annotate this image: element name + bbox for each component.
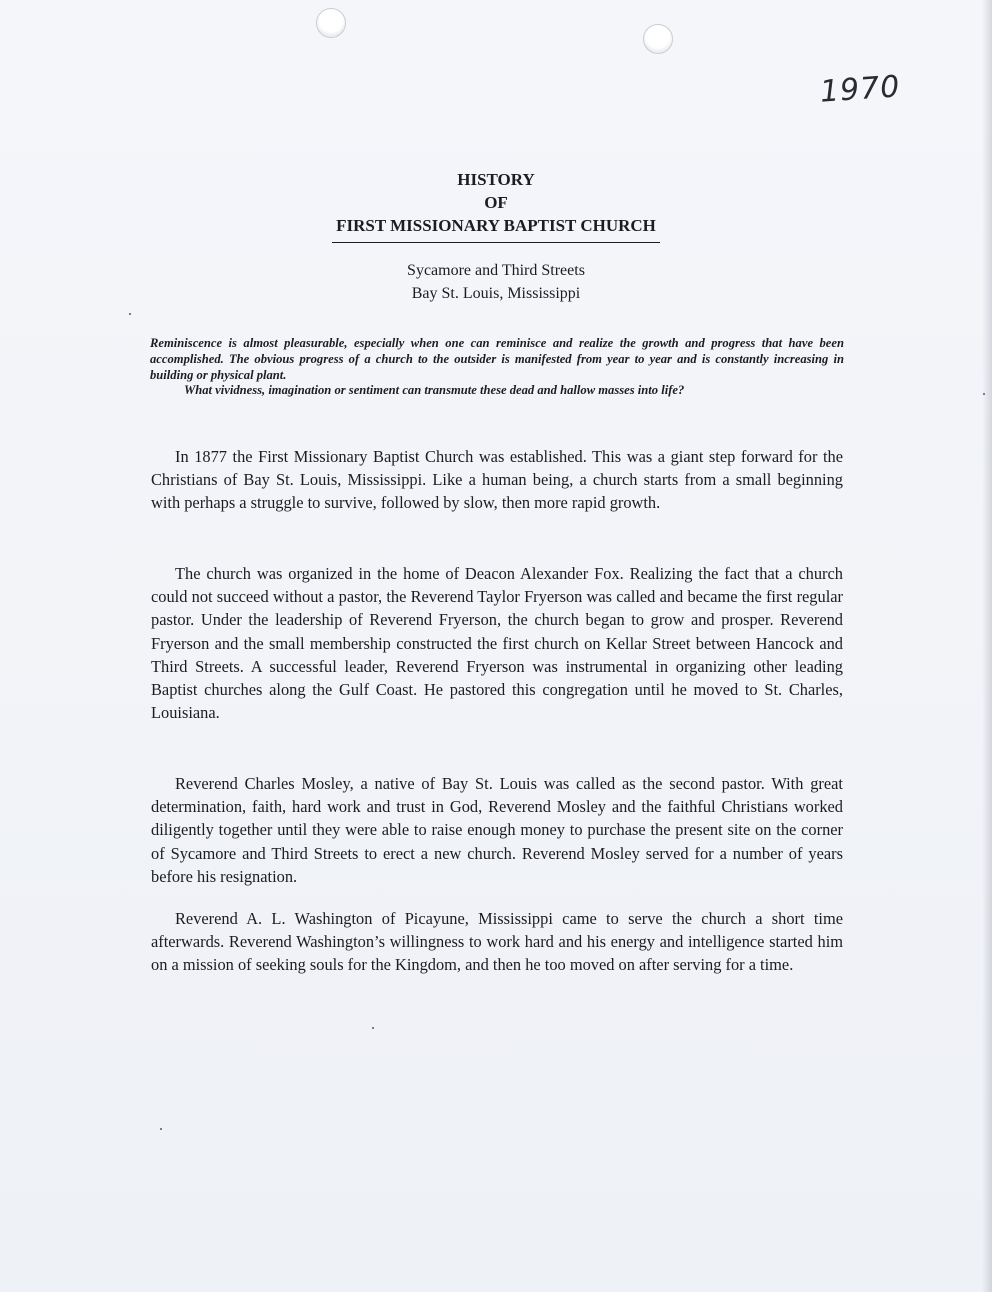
page-edge-shadow	[982, 0, 992, 1292]
epigraph-question: What vividness, imagination or sentiment can transmute these dead and hallow masses into life?	[184, 383, 685, 398]
epigraph-main: Reminiscence is almost pleasurable, especially when one can reminisce and realize the growth and progress that have been accomplished. The obvious progress of a church to the outsider is manifested from year to year and is constantly increasing in building or physical plant.	[150, 336, 844, 382]
punch-hole-left	[316, 8, 346, 38]
paper-speck	[129, 313, 131, 315]
punch-hole-right	[643, 24, 673, 54]
paragraph-founding: In 1877 the First Missionary Baptist Church was established. This was a giant step forward for the Christians of Bay St. Louis, Mississippi. Like a human being, a church starts from a small beginning with perhaps a struggle to survive, followed by slow, then more rapid growth.	[151, 447, 843, 513]
paragraph-second-pastor: Reverend Charles Mosley, a native of Bay St. Louis was called as the second pastor. With great determination, faith, hard work and trust in God, Reverend Mosley and the faithful Christians worked diligently together until they were able to raise enough money to purchase the present site on the corner of Sycamore and Third Streets to erect a new church. Reverend Mosley served for a number of years before his resignation.	[151, 774, 843, 886]
paragraph-third-pastor: Reverend A. L. Washington of Picayune, Mississippi came to serve the church a short time afterwards. Reverend Washington’s willingness to work hard and his energy and intelligence started him on a mission of seeking souls for the Kingdom, and then he too moved on after serving for a time.	[151, 909, 843, 975]
church-address	[0, 259, 992, 305]
paragraph-first-pastor: The church was organized in the home of Deacon Alexander Fox. Realizing the fact that a church could not succeed without a pastor, the Reverend Taylor Fryerson was called and became the first regular pastor. Under the leadership of Reverend Fryerson, the church began to grow and prosper. Reverend Fryerson and the small membership constructed the first church on Kellar Street between Hancock and Third Streets. A successful leader, Reverend Fryerson was instrumental in organizing other leading Baptist churches along the Gulf Coast. He pastored this congregation until he moved to St. Charles, Louisiana.	[151, 564, 843, 723]
paper-speck	[372, 1027, 374, 1029]
title-line-of: OF	[484, 193, 508, 212]
handwritten-year-annotation: 1970	[818, 69, 902, 110]
paper-speck	[160, 1128, 162, 1130]
title-line-history: HISTORY	[457, 170, 535, 189]
epigraph	[150, 336, 844, 399]
title-line-church-name: FIRST MISSIONARY BAPTIST CHURCH	[332, 214, 660, 243]
address-city: Bay St. Louis, Mississippi	[411, 285, 581, 302]
address-street: Sycamore and Third Streets	[407, 262, 585, 279]
document-title	[0, 168, 992, 243]
